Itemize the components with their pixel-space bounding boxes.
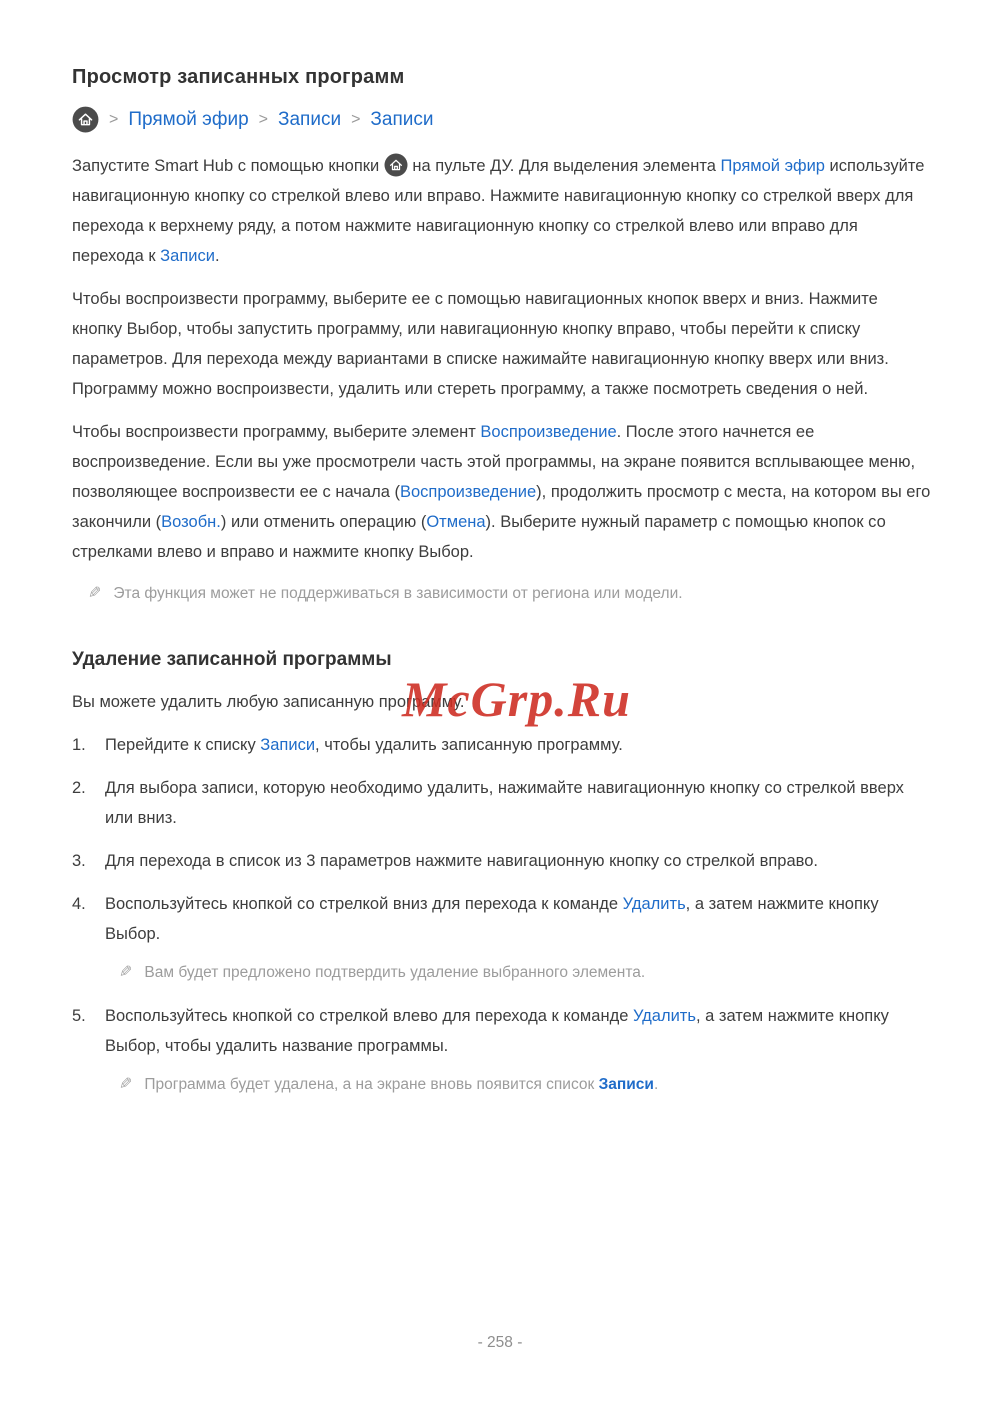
text-segment: . После этого начнется ее воспроизведение. Если вы уже просмотрели часть этой программы, на экране появится всплывающее меню, позволяющее воспроизвести ее с начала (: [72, 423, 916, 501]
list-item-text: [105, 730, 932, 760]
pencil-icon: ✎: [119, 964, 133, 981]
note-text: [144, 962, 645, 984]
list-item: [72, 1001, 932, 1100]
paragraph-playback-options: [72, 417, 932, 567]
inline-link[interactable]: Удалить: [632, 1007, 696, 1025]
watermark: McGrp.Ru: [402, 671, 631, 727]
text-segment: .: [653, 1076, 659, 1093]
paragraph-delete-intro: Вы можете удалить любую записанную программу.: [72, 693, 465, 711]
note-text: [144, 1074, 658, 1096]
breadcrumb-separator: >: [351, 110, 361, 128]
note-region-model: [88, 583, 932, 605]
inline-link[interactable]: Записи: [160, 247, 215, 265]
inline-link[interactable]: Записи: [598, 1076, 654, 1093]
text-segment: Воспользуйтесь кнопкой со стрелкой влево для перехода к команде: [105, 1007, 633, 1025]
home-icon[interactable]: [72, 106, 99, 133]
text-segment: Перейдите к списку: [105, 736, 261, 754]
text-segment: на пульте ДУ. Для выделения элемента: [407, 157, 721, 175]
breadcrumb-item-recordings[interactable]: Записи: [278, 108, 342, 130]
page-number: - 258 -: [477, 1334, 523, 1351]
list-number: 4.: [72, 895, 86, 913]
list-item: [72, 773, 932, 833]
note-program-deleted: [119, 1074, 932, 1096]
document-page: [72, 66, 932, 1113]
inline-link[interactable]: Удалить: [622, 895, 686, 913]
text-segment: Для перехода в список из 3 параметров нажмите навигационную кнопку со стрелкой вправо.: [105, 852, 818, 870]
list-item: [72, 889, 932, 988]
breadcrumb-separator: >: [258, 110, 269, 128]
list-item-text: [105, 1001, 932, 1061]
note-confirm-delete: [119, 962, 932, 984]
inline-link[interactable]: Воспроизведение: [480, 423, 617, 441]
text-segment: Для выбора записи, которую необходимо удалить, нажимайте навигационную кнопку со стрелкой вверх или вниз.: [105, 779, 904, 827]
paragraph-launch-smart-hub: [72, 151, 932, 271]
list-number: 1.: [72, 736, 86, 754]
breadcrumb-item-recordings-2[interactable]: Записи: [370, 108, 434, 130]
inline-link[interactable]: Воспроизведение: [399, 483, 537, 501]
numbered-list: [72, 730, 932, 1100]
text-segment: Запустите Smart Hub с помощью кнопки: [72, 157, 384, 175]
list-number: 2.: [72, 779, 86, 797]
text-segment: , а затем нажмите кнопку Выбор, чтобы удалить название программы.: [105, 1007, 889, 1055]
list-number: 5.: [72, 1007, 86, 1025]
page-title: Просмотр записанных программ: [72, 66, 405, 88]
list-number: 3.: [72, 852, 86, 870]
list-item-text: [105, 889, 932, 949]
list-item-text: [105, 846, 932, 876]
pencil-icon: ✎: [119, 1076, 133, 1093]
text-segment: ). Выберите нужный параметр с помощью кнопок со стрелками влево и вправо и нажмите кнопку Выбор.: [72, 513, 886, 561]
paragraph-play-program: [72, 284, 932, 404]
note-text: Эта функция может не поддерживаться в зависимости от региона или модели.: [113, 585, 683, 602]
inline-link[interactable]: Отмена: [426, 513, 486, 531]
breadcrumb: [72, 106, 932, 133]
text-segment: .: [214, 247, 220, 265]
text-segment: используйте навигационную кнопку со стрелкой влево или вправо. Нажмите навигационную кнопку со стрелкой вверх для перехода к верхнему ряду, а потом нажмите навигационную кнопку со стрелкой влево или вправо для перехода к: [72, 157, 925, 265]
text-segment: ), продолжить просмотр с места, на котором вы его закончили (: [72, 483, 931, 531]
inline-link[interactable]: Возобн.: [161, 513, 221, 531]
pencil-icon: ✎: [88, 585, 102, 602]
text-segment: Чтобы воспроизвести программу, выберите элемент: [72, 423, 481, 441]
text-segment: Чтобы воспроизвести программу, выберите ее с помощью навигационных кнопок вверх и вниз. Нажмите кнопку Выбор, чтобы запустить программу, или навигационную кнопку вправо, чтобы перейти к списку параметров. Для перехода между вариантами в списке нажимайте навигационную кнопку вверх или вниз. Программу можно воспроизвести, удалить или стереть программу, а также посмотреть сведения о ней.: [72, 290, 889, 398]
list-item-text: [105, 773, 932, 833]
text-segment: , чтобы удалить записанную программу.: [315, 736, 623, 754]
text-segment: Программа будет удалена, а на экране вновь появится список: [144, 1076, 599, 1093]
text-segment: Воспользуйтесь кнопкой со стрелкой вниз для перехода к команде: [105, 895, 623, 913]
text-segment: Вам будет предложено подтвердить удаление выбранного элемента.: [144, 964, 646, 981]
breadcrumb-separator: >: [109, 110, 119, 128]
list-item: [72, 730, 932, 760]
inline-link[interactable]: Прямой эфир: [720, 157, 825, 175]
section-heading-delete-program: Удаление записанной программы: [72, 649, 392, 670]
text-segment: , а затем нажмите кнопку Выбор.: [105, 895, 879, 943]
home-icon: [384, 153, 408, 177]
text-segment: ) или отменить операцию (: [220, 513, 427, 531]
list-item: [72, 846, 932, 876]
breadcrumb-item-live-tv[interactable]: Прямой эфир: [128, 108, 249, 130]
inline-link[interactable]: Записи: [260, 736, 316, 754]
